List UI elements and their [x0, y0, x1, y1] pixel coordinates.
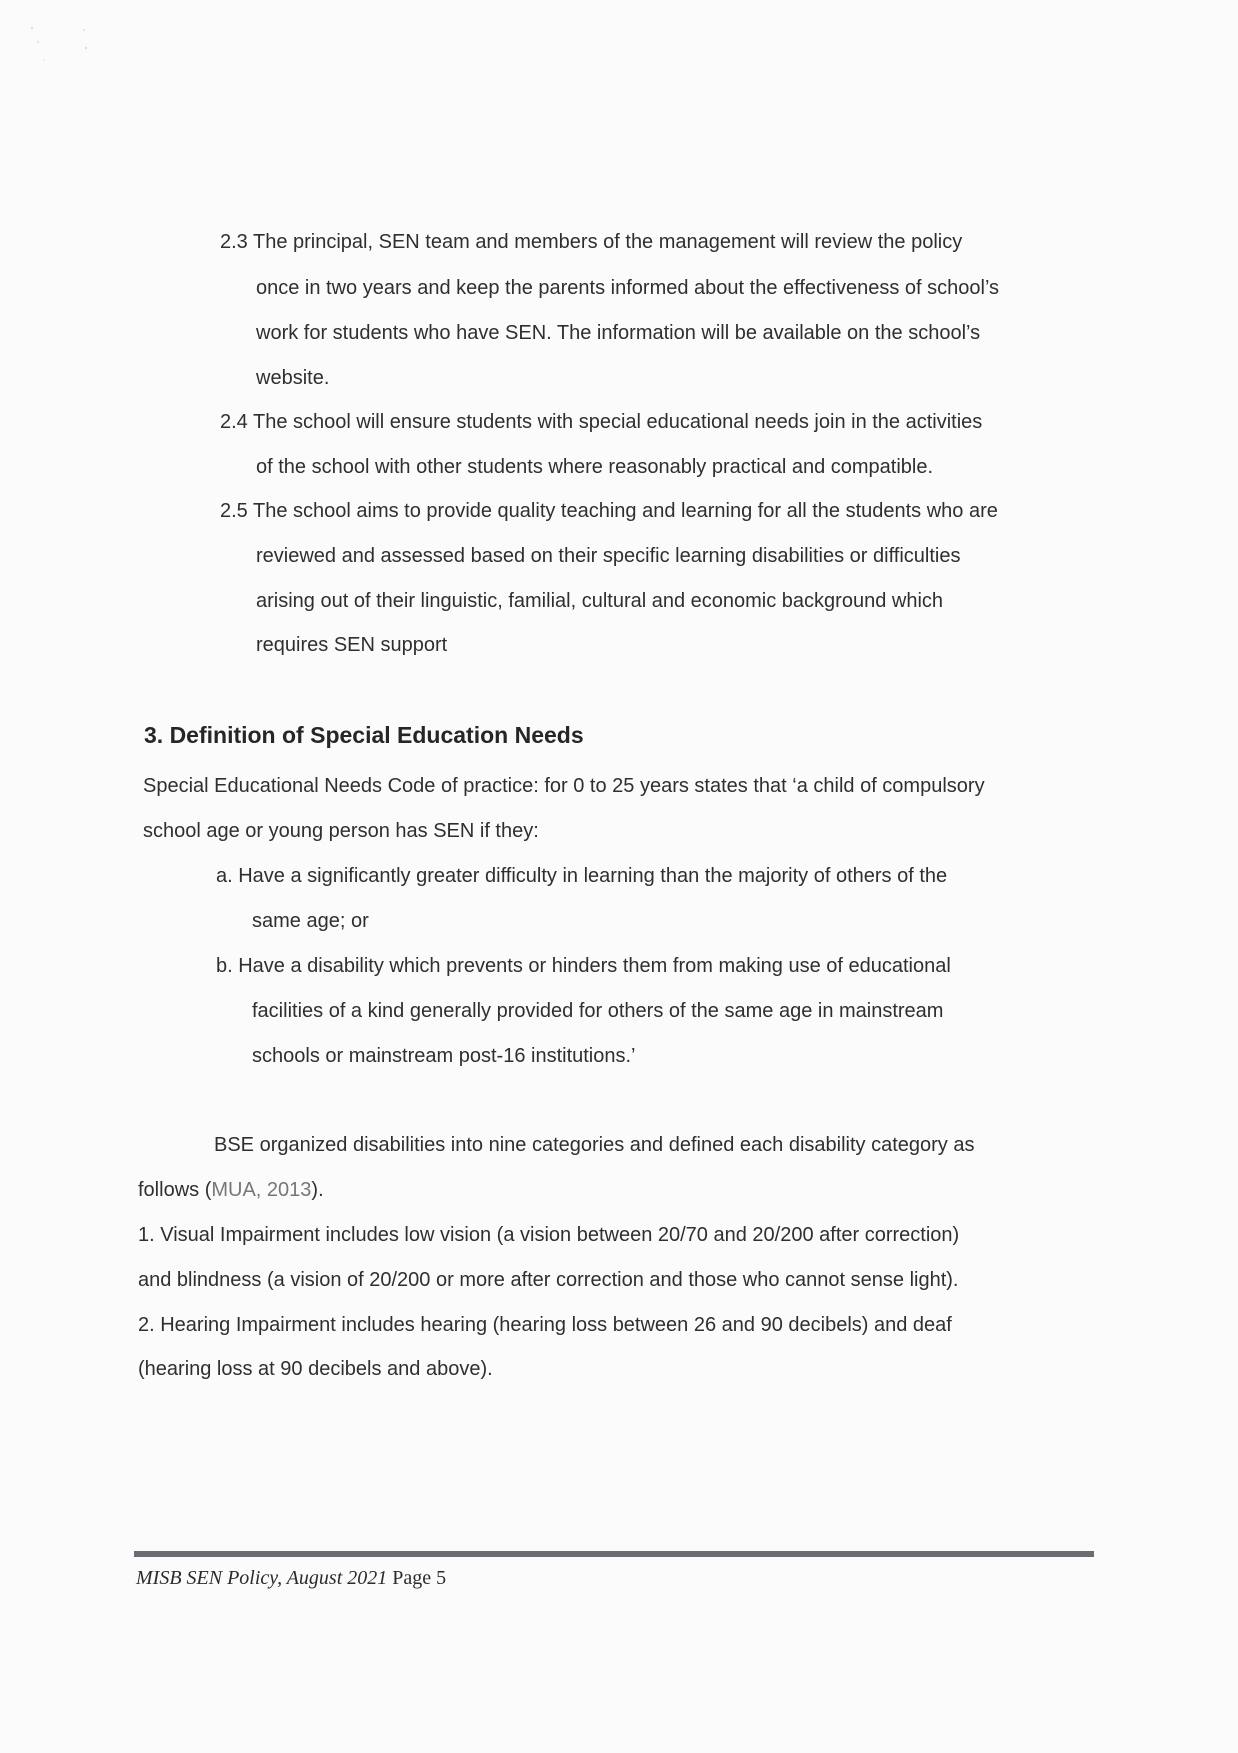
- item-2-5-line-3: arising out of their linguistic, familial, cultural and economic background which: [256, 590, 944, 612]
- item-b-line-1: b. Have a disability which prevents or hinders them from making use of educational: [216, 955, 951, 977]
- bse-line-2-start: follows (: [138, 1179, 212, 1201]
- item-2-3-line-2: once in two years and keep the parents informed about the effectiveness of school’s: [256, 277, 1000, 299]
- hearing-impairment-line-2: (hearing loss at 90 decibels and above).: [138, 1358, 493, 1380]
- visual-impairment-line-1: 1. Visual Impairment includes low vision (a vision between 20/70 and 20/200 after correction): [138, 1224, 960, 1246]
- bse-paragraph-line-1: BSE organized disabilities into nine categories and defined each disability category as: [214, 1134, 975, 1156]
- item-2-3-line-3: work for students who have SEN. The information will be available on the school’s: [256, 322, 981, 344]
- hearing-impairment-line-1: 2. Hearing Impairment includes hearing (hearing loss between 26 and 90 decibels) and deaf: [138, 1314, 952, 1336]
- scan-speck-marks: [24, 20, 104, 70]
- section-3-heading: 3. Definition of Special Education Needs: [144, 722, 584, 748]
- citation-link[interactable]: MUA, 2013: [211, 1179, 312, 1201]
- item-a-line-2: same age; or: [252, 910, 369, 932]
- footer-doc-title: MISB SEN Policy, August 2021: [136, 1567, 388, 1589]
- item-2-5-line-1: 2.5 The school aims to provide quality teaching and learning for all the students who are: [220, 500, 998, 522]
- item-b-line-3: schools or mainstream post-16 institutions.’: [252, 1045, 636, 1067]
- item-2-5-line-4: requires SEN support: [256, 634, 448, 656]
- footer-rule: [134, 1551, 1094, 1557]
- bse-paragraph-line-2: [138, 1177, 324, 1203]
- bse-line-2-end: ).: [311, 1179, 324, 1201]
- item-a-line-1: a. Have a significantly greater difficulty in learning than the majority of others of the: [216, 865, 948, 887]
- section-3-intro-line-2: school age or young person has SEN if they:: [143, 820, 539, 842]
- item-2-4-line-1: 2.4 The school will ensure students with special educational needs join in the activities: [220, 411, 983, 433]
- item-2-3-line-4: website.: [256, 367, 330, 389]
- section-3-intro-line-1: Special Educational Needs Code of practice: for 0 to 25 years states that ‘a child of compulsory: [143, 775, 985, 797]
- visual-impairment-line-2: and blindness (a vision of 20/200 or more after correction and those who cannot sense light).: [138, 1269, 959, 1291]
- item-2-4-line-2: of the school with other students where reasonably practical and compatible.: [256, 456, 934, 478]
- page-footer: [136, 1567, 446, 1590]
- item-b-line-2: facilities of a kind generally provided for others of the same age in mainstream: [252, 1000, 944, 1022]
- item-2-5-line-2: reviewed and assessed based on their specific learning disabilities or difficulties: [256, 545, 961, 567]
- item-2-3-line-1: 2.3 The principal, SEN team and members of the management will review the policy: [220, 231, 963, 253]
- footer-page-number: Page 5: [387, 1567, 447, 1589]
